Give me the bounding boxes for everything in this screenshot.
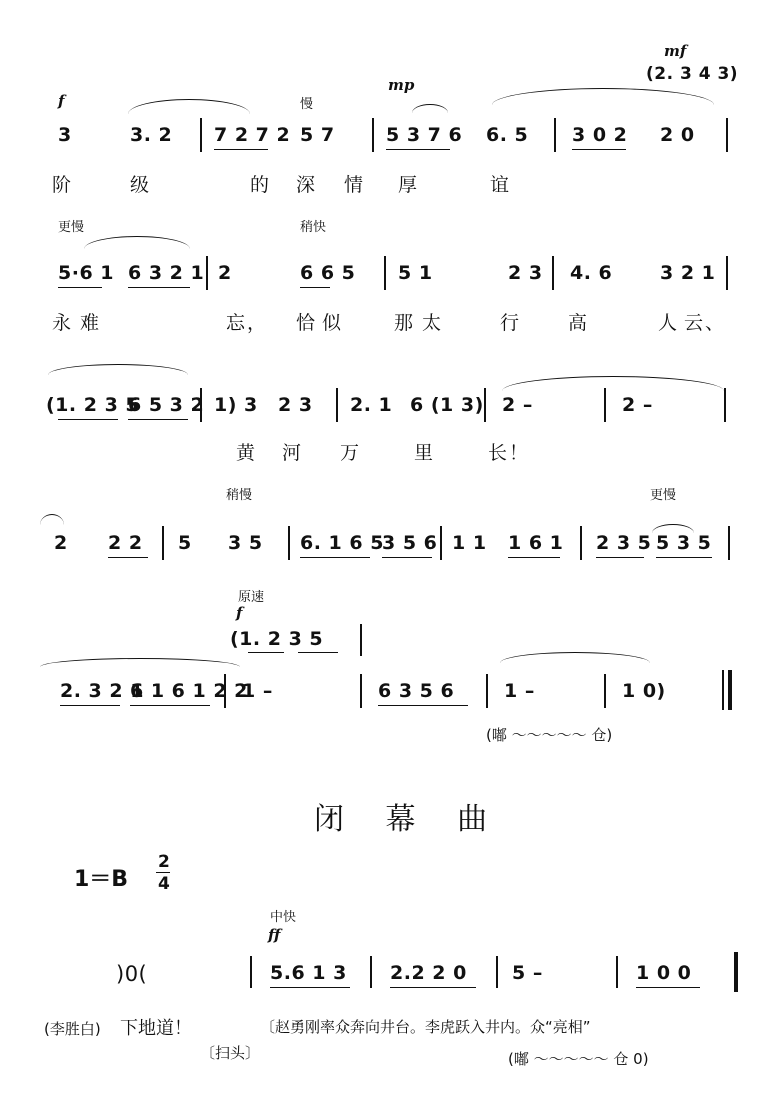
key-signature: 1＝B bbox=[74, 867, 129, 892]
bar-line bbox=[728, 526, 730, 560]
final-bar-line bbox=[722, 670, 724, 710]
slur bbox=[412, 104, 448, 113]
lyric: 似 bbox=[322, 312, 344, 334]
bar-line bbox=[370, 956, 372, 988]
slur bbox=[84, 236, 190, 249]
measure-notes: 3 2 1 bbox=[660, 262, 716, 284]
measure-notes: 1 – bbox=[504, 680, 535, 702]
underline bbox=[58, 419, 118, 420]
lyric: 高 bbox=[568, 312, 590, 334]
time-numerator: 2 bbox=[158, 852, 171, 872]
bar-line bbox=[250, 956, 252, 988]
bar-line bbox=[486, 674, 488, 708]
underline bbox=[636, 987, 700, 988]
measure-notes: 2 bbox=[54, 532, 68, 554]
measure-notes: 2 0 bbox=[660, 124, 695, 146]
bracket-phrase: (1. 2 3 5 bbox=[230, 628, 324, 650]
slur bbox=[48, 364, 188, 375]
measure-notes: 5 bbox=[178, 532, 192, 554]
slur bbox=[500, 652, 650, 663]
bar-line bbox=[604, 388, 606, 422]
measure-notes: 1 1 bbox=[452, 532, 487, 554]
measure-notes: 1 0 0 bbox=[636, 962, 692, 984]
slur bbox=[40, 514, 64, 525]
tempo-marking: 稍慢 bbox=[226, 488, 253, 503]
underline bbox=[300, 557, 370, 558]
lyric: 深 bbox=[296, 174, 318, 196]
bar-line bbox=[554, 118, 556, 152]
measure-notes: 2. 3 2 1 bbox=[60, 680, 144, 702]
bar-line bbox=[336, 388, 338, 422]
percussion-cue: (嘟 ～～～～～ 仓 0) bbox=[508, 1050, 649, 1068]
underline bbox=[390, 987, 476, 988]
bar-line bbox=[360, 624, 362, 656]
lyric: 那 bbox=[394, 312, 416, 334]
measure-notes: 5.6 1 3 bbox=[270, 962, 347, 984]
measure-notes: 2 2 bbox=[108, 532, 143, 554]
bar-line bbox=[724, 388, 726, 422]
slur bbox=[492, 88, 714, 105]
bar-line bbox=[206, 256, 208, 290]
measure-notes: 3 bbox=[58, 124, 72, 146]
measure-notes: 5 7 bbox=[300, 124, 335, 146]
tempo-marking: 更慢 bbox=[650, 488, 677, 503]
measure-notes: 2 – bbox=[502, 394, 533, 416]
measure-notes: 2.2 2 0 bbox=[390, 962, 467, 984]
measure-notes: 5 1 bbox=[398, 262, 433, 284]
underline bbox=[378, 705, 468, 706]
slur bbox=[502, 376, 724, 391]
measure-notes: 6 1 6 1 2 2 bbox=[130, 680, 248, 702]
lyric: 云、 bbox=[684, 312, 727, 334]
underline bbox=[382, 557, 432, 558]
underline bbox=[386, 149, 450, 150]
bar-line bbox=[496, 956, 498, 988]
measure-notes: 1 0) bbox=[622, 680, 666, 702]
measure-notes: 2 bbox=[218, 262, 232, 284]
bar-line bbox=[484, 388, 486, 422]
bar-line bbox=[552, 256, 554, 290]
measure-notes: (1. 2 3 5 bbox=[46, 394, 140, 416]
underline bbox=[58, 287, 102, 288]
lyric: 忘， bbox=[226, 312, 269, 334]
percussion-cue: (嘟 ～～～～～ 仓) bbox=[486, 726, 613, 744]
underline bbox=[130, 705, 210, 706]
underline bbox=[298, 652, 338, 653]
measure-notes: 3 0 2 bbox=[572, 124, 628, 146]
measure-notes: 6 6 5 bbox=[300, 262, 356, 284]
lyric: 级 bbox=[130, 174, 152, 196]
underline bbox=[128, 419, 188, 420]
dynamic-marking: f bbox=[236, 604, 243, 622]
bar-line bbox=[726, 118, 728, 152]
bar-line bbox=[288, 526, 290, 560]
measure-notes: 6. 1 6 5 bbox=[300, 532, 384, 554]
lyric: 的 bbox=[250, 174, 272, 196]
measure-notes: 3 5 bbox=[228, 532, 263, 554]
lyric: 万 bbox=[340, 442, 362, 464]
bar-line bbox=[200, 388, 202, 422]
measure-notes: 3 5 6 bbox=[382, 532, 438, 554]
lyric: 阶 bbox=[52, 174, 74, 196]
measure-notes: 2 3 bbox=[278, 394, 313, 416]
measure-notes: 2. 1 bbox=[350, 394, 393, 416]
measure-notes: 5·6 1 bbox=[58, 262, 114, 284]
lyric: 难 bbox=[80, 312, 102, 334]
lyric: 谊 bbox=[490, 174, 512, 196]
measure-notes: 6 3 5 6 bbox=[378, 680, 455, 702]
tempo-marking: 慢 bbox=[300, 97, 314, 112]
measure-notes: 6. 5 bbox=[486, 124, 529, 146]
slur bbox=[40, 658, 240, 667]
underline bbox=[300, 287, 330, 288]
measure-notes: 5 3 5 bbox=[656, 532, 712, 554]
dynamic-marking: f bbox=[58, 92, 65, 110]
measure-notes: 1 6 1 bbox=[508, 532, 564, 554]
bar-line bbox=[726, 256, 728, 290]
final-bar-line bbox=[728, 670, 732, 710]
underline bbox=[128, 287, 190, 288]
bar-line bbox=[372, 118, 374, 152]
lyric: 长！ bbox=[488, 442, 531, 464]
bar-line bbox=[200, 118, 202, 152]
tempo-marking: 中快 bbox=[270, 910, 297, 925]
measure-notes: 6 3 2 1 bbox=[128, 262, 205, 284]
tempo-marking: 原速 bbox=[238, 590, 265, 605]
bar-line bbox=[440, 526, 442, 560]
bar-line bbox=[360, 674, 362, 708]
measure-notes: 6 5 3 2 bbox=[128, 394, 205, 416]
lyric: 情 bbox=[344, 174, 366, 196]
spoken-line: 下地道！ bbox=[120, 1018, 192, 1039]
bar-line bbox=[580, 526, 582, 560]
underline bbox=[60, 705, 120, 706]
measure-notes: 2 – bbox=[622, 394, 653, 416]
measure-notes: 1) 3 bbox=[214, 394, 258, 416]
stage-direction: 〔赵勇刚率众奔向井台。李虎跃入井内。众“亮相” bbox=[260, 1018, 591, 1036]
speaker-label: (李胜白) bbox=[44, 1020, 101, 1038]
lyric: 太 bbox=[422, 312, 444, 334]
underline bbox=[270, 987, 350, 988]
bar-line bbox=[162, 526, 164, 560]
underline bbox=[656, 557, 712, 558]
lyric: 人 bbox=[658, 312, 680, 334]
time-denominator: 4 bbox=[158, 874, 171, 894]
dynamic-marking: ff bbox=[268, 926, 281, 944]
dynamic-marking: mf bbox=[664, 42, 687, 60]
underline bbox=[248, 652, 284, 653]
measure-notes: 2 3 bbox=[508, 262, 543, 284]
underline bbox=[108, 557, 148, 558]
bracket-phrase: (2. 3 4 3) bbox=[646, 64, 739, 84]
lyric: 里 bbox=[414, 442, 436, 464]
measure-notes: 2 3 5 bbox=[596, 532, 652, 554]
lyric: 黄 bbox=[236, 442, 258, 464]
underline bbox=[596, 557, 644, 558]
measure-notes: 5 3 7 6 bbox=[386, 124, 463, 146]
measure-notes: 7 2 7 2 bbox=[214, 124, 291, 146]
time-divider bbox=[156, 872, 170, 873]
measure-notes: 4. 6 bbox=[570, 262, 613, 284]
lyric: 永 bbox=[52, 312, 74, 334]
bar-line bbox=[384, 256, 386, 290]
measure-notes: 5 – bbox=[512, 962, 543, 984]
slur bbox=[128, 99, 250, 114]
section-title: 闭 幕 曲 bbox=[314, 802, 504, 837]
lyric: 河 bbox=[282, 442, 304, 464]
underline bbox=[508, 557, 560, 558]
measure-notes: 6 (1 3) bbox=[410, 394, 484, 416]
underline bbox=[214, 149, 268, 150]
bar-line bbox=[616, 956, 618, 988]
lead-in: )0( bbox=[116, 962, 148, 986]
bar-line bbox=[224, 674, 226, 708]
saotou-cue: 〔扫头〕 bbox=[200, 1044, 261, 1062]
tempo-marking: 更慢 bbox=[58, 220, 85, 235]
measure-notes: 1 – bbox=[242, 680, 273, 702]
underline bbox=[572, 149, 626, 150]
final-bar-line bbox=[734, 952, 738, 992]
bar-line bbox=[604, 674, 606, 708]
measure-notes: 3. 2 bbox=[130, 124, 173, 146]
tempo-marking: 稍快 bbox=[300, 220, 327, 235]
lyric: 厚 bbox=[398, 174, 420, 196]
dynamic-marking: mp bbox=[388, 76, 415, 94]
lyric: 行 bbox=[500, 312, 522, 334]
lyric: 恰 bbox=[296, 312, 318, 334]
